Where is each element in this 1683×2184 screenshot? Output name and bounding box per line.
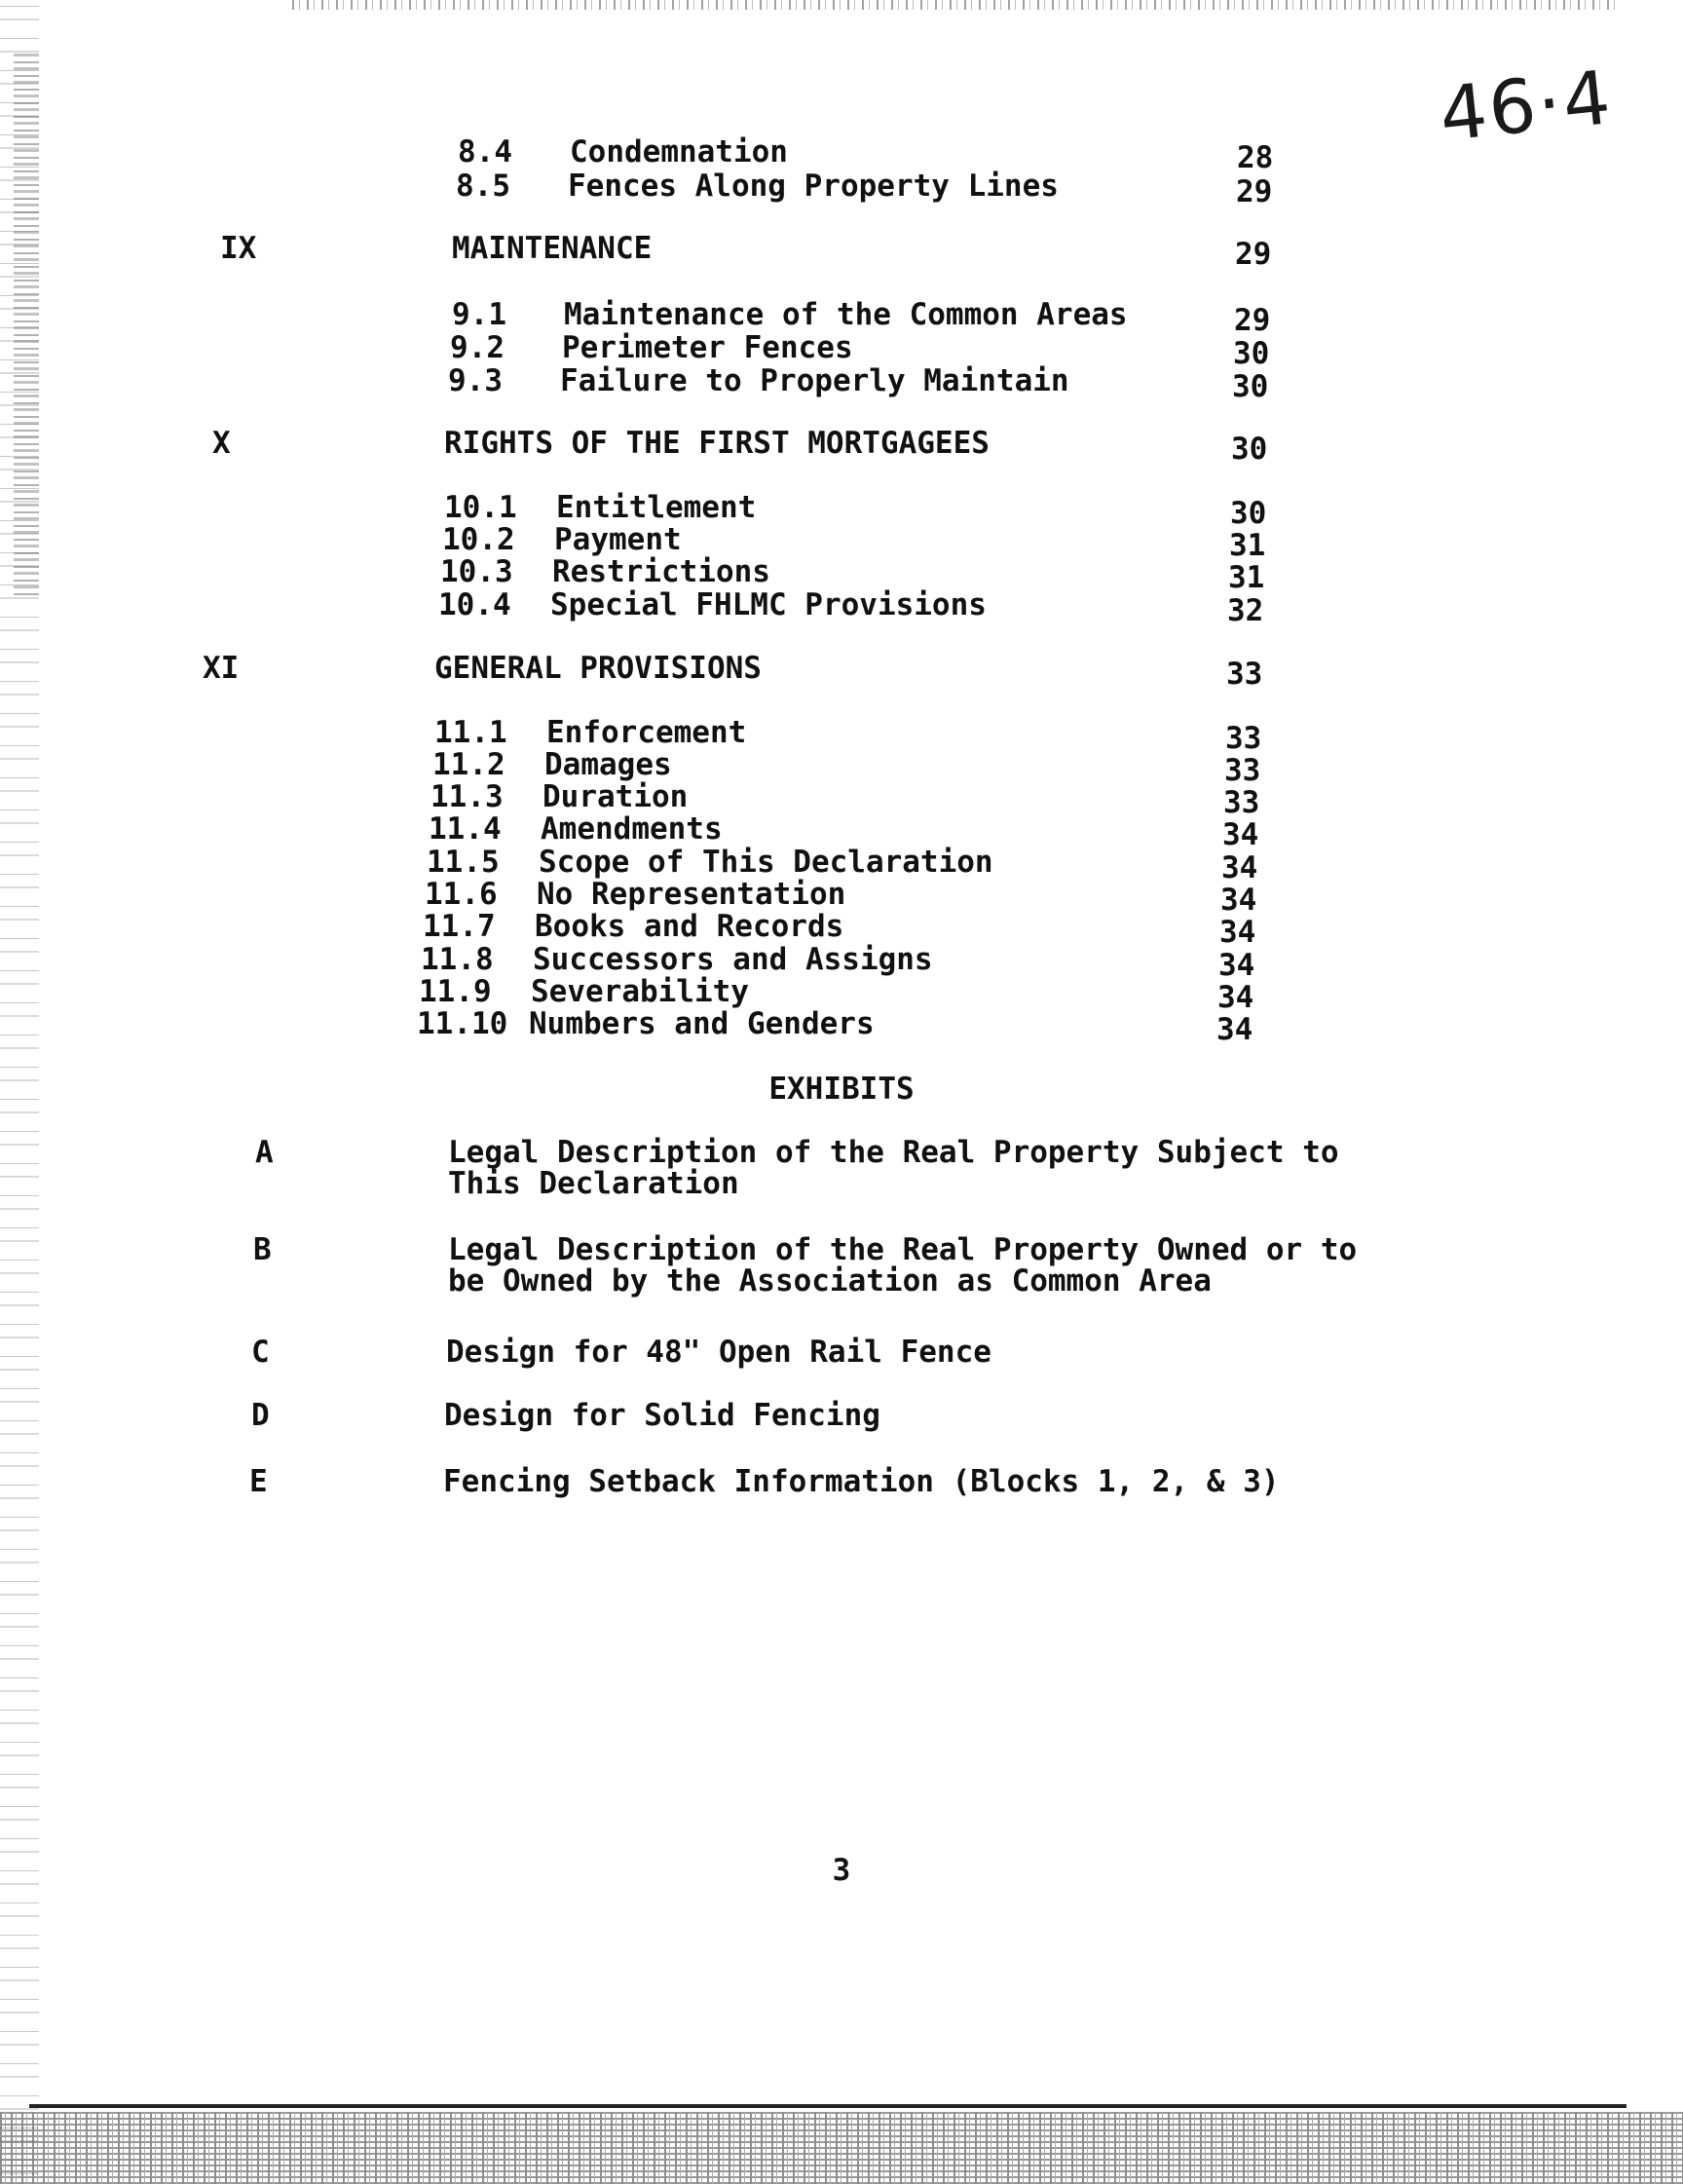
toc-page-number: 34 [1218,948,1255,983]
exhibit-letter: D [251,1398,270,1433]
toc-article-row [0,231,1683,270]
toc-article-numeral: XI [203,651,240,686]
toc-entry-title: Amendments [541,811,723,847]
toc-section-number: 11.8 [421,942,494,977]
toc-section-number: 10.4 [438,587,511,622]
toc-entry-title: Failure to Properly Maintain [560,363,1069,398]
toc-entry-title: Duration [542,779,689,814]
toc-entry-title: Severability [531,974,749,1009]
toc-entry-title: No Representation [537,877,846,912]
toc-section-row [0,587,1683,626]
toc-section-number: 11.2 [432,747,505,782]
exhibit-description: Design for 48" Open Rail Fence [446,1335,991,1370]
toc-entry-title: Perimeter Fences [562,330,853,365]
toc-entry-title: Numbers and Genders [529,1006,875,1041]
scan-artifact-bottom-rule [29,2104,1627,2108]
toc-page-number: 28 [1237,140,1274,175]
exhibits-heading: EXHIBITS [768,1072,915,1107]
toc-page-number: 30 [1232,369,1269,404]
exhibit-description: Legal Description of the Real Property Subject to This Declaration [448,1135,1339,1201]
toc-section-number: 11.7 [423,909,496,944]
toc-section-number: 10.1 [444,490,517,525]
scan-artifact-bottom [0,2112,1683,2184]
toc-section-row [0,134,1683,173]
toc-page-number: 30 [1231,432,1268,467]
toc-page-number: 29 [1234,303,1271,338]
toc-section-number: 8.4 [458,134,512,169]
toc-entry-title: RIGHTS OF THE FIRST MORTGAGEES [444,426,990,461]
toc-page-number: 34 [1220,883,1257,918]
toc-section-number: 8.5 [456,169,510,204]
toc-section-number: 11.9 [419,974,492,1009]
toc-section-number: 11.4 [429,811,502,847]
toc-section-number: 9.1 [452,297,506,332]
toc-entry-title: GENERAL PROVISIONS [434,651,762,686]
toc-entry-title: Condemnation [570,134,788,169]
toc-entry-title: MAINTENANCE [452,231,653,266]
exhibit-description: Fencing Setback Information (Blocks 1, 2, & 3) [443,1464,1280,1499]
toc-section-row [0,363,1683,402]
exhibit-letter: E [249,1464,268,1499]
toc-section-number: 10.2 [442,522,515,557]
page-number: 3 [832,1853,851,1888]
toc-section-row [0,169,1683,207]
toc-page-number: 34 [1221,850,1258,885]
toc-page-number: 34 [1217,980,1254,1015]
toc-page-number: 29 [1235,237,1272,272]
toc-page-number: 30 [1233,336,1270,371]
toc-entry-title: Fences Along Property Lines [568,169,1059,204]
toc-section-number: 11.3 [430,779,504,814]
exhibit-letter: A [255,1135,274,1170]
toc-page-number: 31 [1228,560,1265,595]
toc-article-numeral: IX [220,231,257,266]
scan-artifact-top [292,0,1617,10]
toc-article-numeral: X [212,426,231,461]
exhibit-description: Legal Description of the Real Property Owned or to be Owned by the Association as Common Area [448,1232,1358,1299]
toc-entry-title: Special FHLMC Provisions [550,587,987,622]
toc-article-row [0,426,1683,465]
toc-page-number: 33 [1226,657,1263,692]
toc-section-number: 11.10 [417,1006,508,1041]
toc-article-row [0,651,1683,690]
toc-page-number: 34 [1222,817,1259,852]
toc-page-number: 34 [1219,915,1256,950]
toc-page-number: 33 [1225,721,1262,756]
toc-entry-title: Damages [544,747,672,782]
toc-page-number: 31 [1229,528,1266,563]
toc-section-number: 9.3 [448,363,503,398]
toc-page-number: 33 [1223,785,1260,820]
exhibit-letter: C [251,1335,270,1370]
toc-entry-title: Maintenance of the Common Areas [564,297,1128,332]
toc-section-number: 11.1 [434,715,507,750]
toc-entry-title: Enforcement [546,715,747,750]
toc-section-row [0,1006,1683,1045]
toc-entry-title: Payment [554,522,682,557]
exhibit-letter: B [253,1232,272,1267]
toc-page-number: 33 [1224,753,1261,788]
toc-entry-title: Scope of This Declaration [539,845,993,880]
exhibit-description: Design for Solid Fencing [444,1398,880,1433]
toc-section-number: 11.5 [427,845,500,880]
toc-section-number: 10.3 [440,554,513,589]
toc-page-number: 29 [1236,174,1273,209]
toc-entry-title: Restrictions [552,554,770,589]
toc-entry-title: Entitlement [556,490,757,525]
toc-page-number: 30 [1230,496,1267,531]
toc-section-number: 11.6 [425,877,498,912]
toc-section-number: 9.2 [450,330,505,365]
toc-page-number: 32 [1227,593,1264,628]
toc-entry-title: Successors and Assigns [533,942,933,977]
handwritten-page-mark: 46·4 [1435,53,1617,159]
toc-entry-title: Books and Records [535,909,844,944]
toc-page-number: 34 [1216,1012,1253,1047]
